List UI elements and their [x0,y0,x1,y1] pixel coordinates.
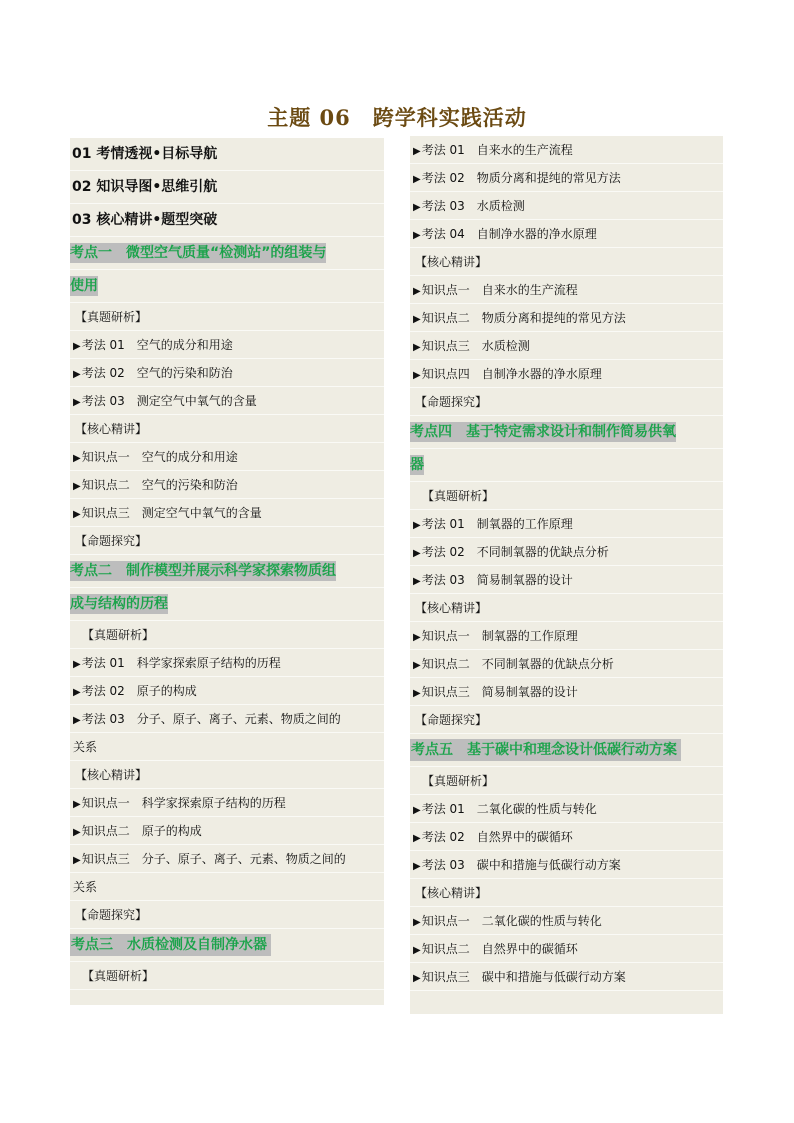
kaodian-4-line1: 考点四 基于特定需求设计和制作简易供氧 [410,424,676,440]
toc-item[interactable]: ▶考法 02 不同制氧器的优缺点分析 [410,538,723,566]
subheading: 【核心精讲】 [70,415,384,443]
subheading: 【真题研析】 [70,962,384,990]
toc-item[interactable]: ▶考法 03 分子、原子、离子、元素、物质之间的 [70,705,384,733]
arrow-icon: ▶ [73,509,81,520]
toc-item[interactable]: ▶知识点一 制氧器的工作原理 [410,622,723,650]
arrow-icon: ▶ [413,945,421,956]
kaodian-2-heading-cont[interactable] [70,588,384,621]
toc-item[interactable]: ▶考法 03 碳中和措施与低碳行动方案 [410,851,723,879]
subheading: 【核心精讲】 [410,594,723,622]
toc-item[interactable]: ▶知识点一 二氧化碳的性质与转化 [410,907,723,935]
arrow-icon: ▶ [413,548,421,559]
subheading: 【命题探究】 [70,901,384,929]
subheading: 【核心精讲】 [410,879,723,907]
kaodian-1-line2: 使用 [70,278,98,294]
arrow-icon: ▶ [73,715,81,726]
subheading: 【真题研析】 [70,621,384,649]
arrow-icon: ▶ [413,286,421,297]
arrow-icon: ▶ [73,369,81,380]
arrow-icon: ▶ [413,833,421,844]
kaodian-1-heading-cont[interactable] [70,270,384,303]
toc-item[interactable]: ▶知识点三 水质检测 [410,332,723,360]
kaodian-1-heading[interactable] [70,237,384,270]
kaodian-3-line1: 考点三 水质检测及自制净水器 [70,934,271,956]
arrow-icon: ▶ [73,659,81,670]
arrow-icon: ▶ [73,397,81,408]
subheading: 【真题研析】 [70,303,384,331]
toc-item[interactable]: ▶知识点二 不同制氧器的优缺点分析 [410,650,723,678]
toc-item[interactable]: ▶考法 01 科学家探索原子结构的历程 [70,649,384,677]
toc-item[interactable]: ▶考法 03 测定空气中氧气的含量 [70,387,384,415]
arrow-icon: ▶ [73,827,81,838]
kaodian-2-heading[interactable] [70,555,384,588]
arrow-icon: ▶ [413,917,421,928]
arrow-icon: ▶ [413,576,421,587]
page-title: 主题 06 跨学科实践活动 [267,105,527,130]
subheading: 【命题探究】 [70,527,384,555]
kaodian-2-line1: 考点二 制作模型并展示科学家探索物质组 [70,563,336,579]
toc-item[interactable]: ▶知识点二 原子的构成 [70,817,384,845]
toc-item[interactable]: ▶考法 01 空气的成分和用途 [70,331,384,359]
kaodian-5-line1: 考点五 基于碳中和理念设计低碳行动方案 [410,739,681,761]
arrow-icon: ▶ [413,314,421,325]
kaodian-4-heading-cont[interactable] [410,449,723,482]
arrow-icon: ▶ [413,973,421,984]
toc-item[interactable]: ▶考法 02 物质分离和提纯的常见方法 [410,164,723,192]
toc-section-2[interactable]: 02 知识导图•思维引航 [70,171,384,204]
toc-item[interactable]: ▶考法 01 二氧化碳的性质与转化 [410,795,723,823]
arrow-icon: ▶ [413,660,421,671]
toc-item-cont[interactable]: 关系 [70,873,384,901]
arrow-icon: ▶ [413,861,421,872]
kaodian-3-heading[interactable] [70,929,384,962]
toc-item[interactable]: ▶知识点一 空气的成分和用途 [70,443,384,471]
arrow-icon: ▶ [73,453,81,464]
kaodian-4-line2: 器 [410,457,424,473]
toc-item[interactable]: ▶知识点三 分子、原子、离子、元素、物质之间的 [70,845,384,873]
toc-section-3[interactable]: 03 核心精讲•题型突破 [70,204,384,237]
toc-item[interactable]: ▶知识点三 碳中和措施与低碳行动方案 [410,963,723,991]
kaodian-1-line1: 考点一 微型空气质量“检测站”的组装与 [70,245,327,261]
subheading: 【真题研析】 [410,482,723,510]
toc-item[interactable]: ▶知识点二 空气的污染和防治 [70,471,384,499]
arrow-icon: ▶ [413,688,421,699]
subheading: 【命题探究】 [410,388,723,416]
toc-item[interactable]: ▶考法 04 自制净水器的净水原理 [410,220,723,248]
arrow-icon: ▶ [413,632,421,643]
toc-right-column [410,136,723,1014]
kaodian-5-heading[interactable] [410,734,723,767]
subheading: 【真题研析】 [410,767,723,795]
arrow-icon: ▶ [73,687,81,698]
arrow-icon: ▶ [413,230,421,241]
subheading: 【核心精讲】 [70,761,384,789]
toc-item[interactable]: ▶知识点一 自来水的生产流程 [410,276,723,304]
toc-item[interactable]: ▶知识点四 自制净水器的净水原理 [410,360,723,388]
arrow-icon: ▶ [413,174,421,185]
arrow-icon: ▶ [413,370,421,381]
arrow-icon: ▶ [73,855,81,866]
toc-item[interactable]: ▶考法 02 原子的构成 [70,677,384,705]
arrow-icon: ▶ [413,520,421,531]
toc-item[interactable]: ▶知识点一 科学家探索原子结构的历程 [70,789,384,817]
toc-item[interactable]: ▶考法 01 制氧器的工作原理 [410,510,723,538]
subheading: 【命题探究】 [410,706,723,734]
kaodian-2-line2: 成与结构的历程 [70,596,168,612]
toc-item[interactable]: ▶考法 02 空气的污染和防治 [70,359,384,387]
toc-item[interactable]: ▶知识点三 测定空气中氧气的含量 [70,499,384,527]
subheading: 【核心精讲】 [410,248,723,276]
toc-item[interactable]: ▶考法 03 水质检测 [410,192,723,220]
arrow-icon: ▶ [413,202,421,213]
toc-item[interactable]: ▶考法 02 自然界中的碳循环 [410,823,723,851]
arrow-icon: ▶ [413,805,421,816]
toc-item[interactable]: ▶知识点二 自然界中的碳循环 [410,935,723,963]
toc-item-cont[interactable]: 关系 [70,733,384,761]
toc-section-1[interactable]: 01 考情透视•目标导航 [70,138,384,171]
arrow-icon: ▶ [413,146,421,157]
toc-left-column [70,138,384,1005]
arrow-icon: ▶ [413,342,421,353]
toc-item[interactable]: ▶考法 01 自来水的生产流程 [410,136,723,164]
arrow-icon: ▶ [73,481,81,492]
kaodian-4-heading[interactable] [410,416,723,449]
toc-item[interactable]: ▶知识点二 物质分离和提纯的常见方法 [410,304,723,332]
toc-item[interactable]: ▶知识点三 简易制氧器的设计 [410,678,723,706]
arrow-icon: ▶ [73,341,81,352]
toc-item[interactable]: ▶考法 03 简易制氧器的设计 [410,566,723,594]
arrow-icon: ▶ [73,799,81,810]
